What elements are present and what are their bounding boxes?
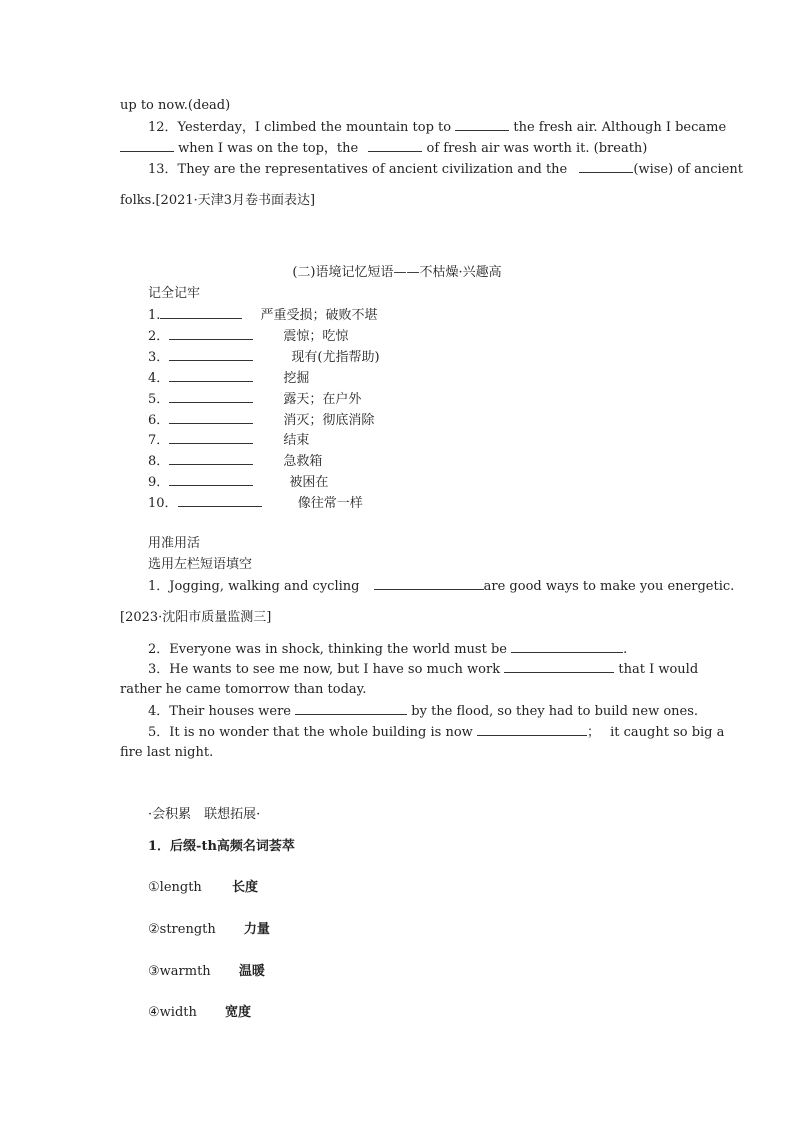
phrase-item: 4． 挖掘 [148, 371, 310, 386]
phrase-item: 3． 现有(尤指帮助) [148, 350, 380, 365]
section3-heading: 1．后缀-th高频名词荟萃 [148, 839, 295, 854]
usage-question-4: 4．Their houses were by the flood, so they had to build new ones. [148, 704, 699, 719]
word-item: ②strength 力量 [148, 922, 270, 937]
phrase-item: 9． 被困在 [148, 475, 329, 490]
answer-blank[interactable] [374, 577, 484, 590]
usage-question-3-line2: rather he came tomorrow than today. [120, 682, 367, 697]
usage-question-1: 1．Jogging, walking and cycling are good ways to make you energetic. [148, 579, 735, 594]
section-title: (二)语境记忆短语——不枯燥·兴趣高 [292, 265, 502, 280]
answer-blank[interactable] [579, 160, 633, 173]
phrase-item: 1. 严重受损；破败不堪 [148, 308, 378, 323]
source-note: [2023·沈阳市质量监测三] [120, 610, 272, 625]
answer-blank[interactable] [169, 390, 253, 403]
phrase-item: 2． 震惊；吃惊 [148, 329, 349, 344]
answer-blank[interactable] [169, 452, 253, 465]
answer-blank[interactable] [295, 702, 407, 715]
answer-blank[interactable] [169, 348, 253, 361]
word-item: ①length 长度 [148, 880, 258, 895]
word-item: ④width 宽度 [148, 1005, 252, 1020]
question-12-line2: when I was on the top，the of fresh air was worth it. (breath) [120, 139, 647, 158]
phrase-item: 5． 露天；在户外 [148, 392, 362, 407]
answer-blank[interactable] [169, 473, 253, 486]
answer-blank[interactable] [120, 139, 174, 152]
answer-blank[interactable] [178, 494, 262, 507]
answer-blank[interactable] [169, 327, 253, 340]
phrase-item: 7． 结束 [148, 433, 310, 448]
answer-blank[interactable] [455, 118, 509, 131]
usage-question-5-line1: 5．It is no wonder that the whole building is now ； it caught so big a [148, 725, 725, 740]
answer-blank[interactable] [169, 411, 253, 424]
phrase-item: 6． 消灭；彻底消除 [148, 413, 375, 428]
word-item: ③warmth 温暖 [148, 964, 265, 979]
usage-question-2: 2．Everyone was in shock, thinking the world must be . [148, 642, 628, 657]
section3-title: ·会积累 联想拓展· [148, 807, 261, 822]
answer-blank[interactable] [477, 723, 587, 736]
usage-instruction: 选用左栏短语填空 [148, 557, 253, 572]
answer-blank[interactable] [368, 139, 422, 152]
answer-blank[interactable] [169, 431, 253, 444]
answer-blank[interactable] [160, 306, 242, 319]
sub-heading: 记全记牢 [148, 286, 201, 301]
line-continuation: up to now.(dead) [120, 98, 231, 113]
answer-blank[interactable] [504, 660, 614, 673]
usage-heading: 用准用活 [148, 536, 201, 551]
question-13-line1: 13．They are the representatives of ancient civilization and the (wise) of ancient [148, 162, 743, 177]
answer-blank[interactable] [169, 369, 253, 382]
question-12-line1: 12．Yesterday，I climbed the mountain top to the fresh air. Although I became [148, 120, 727, 135]
answer-blank[interactable] [511, 640, 623, 653]
question-13-line2: folks.[2021·天津3月卷书面表达] [120, 193, 316, 208]
phrase-item: 8． 急救箱 [148, 454, 323, 469]
usage-question-3-line1: 3．He wants to see me now, but I have so much work that I would [148, 662, 699, 677]
phrase-item: 10． 像往常一样 [148, 496, 363, 511]
usage-question-5-line2: fire last night. [120, 745, 214, 760]
